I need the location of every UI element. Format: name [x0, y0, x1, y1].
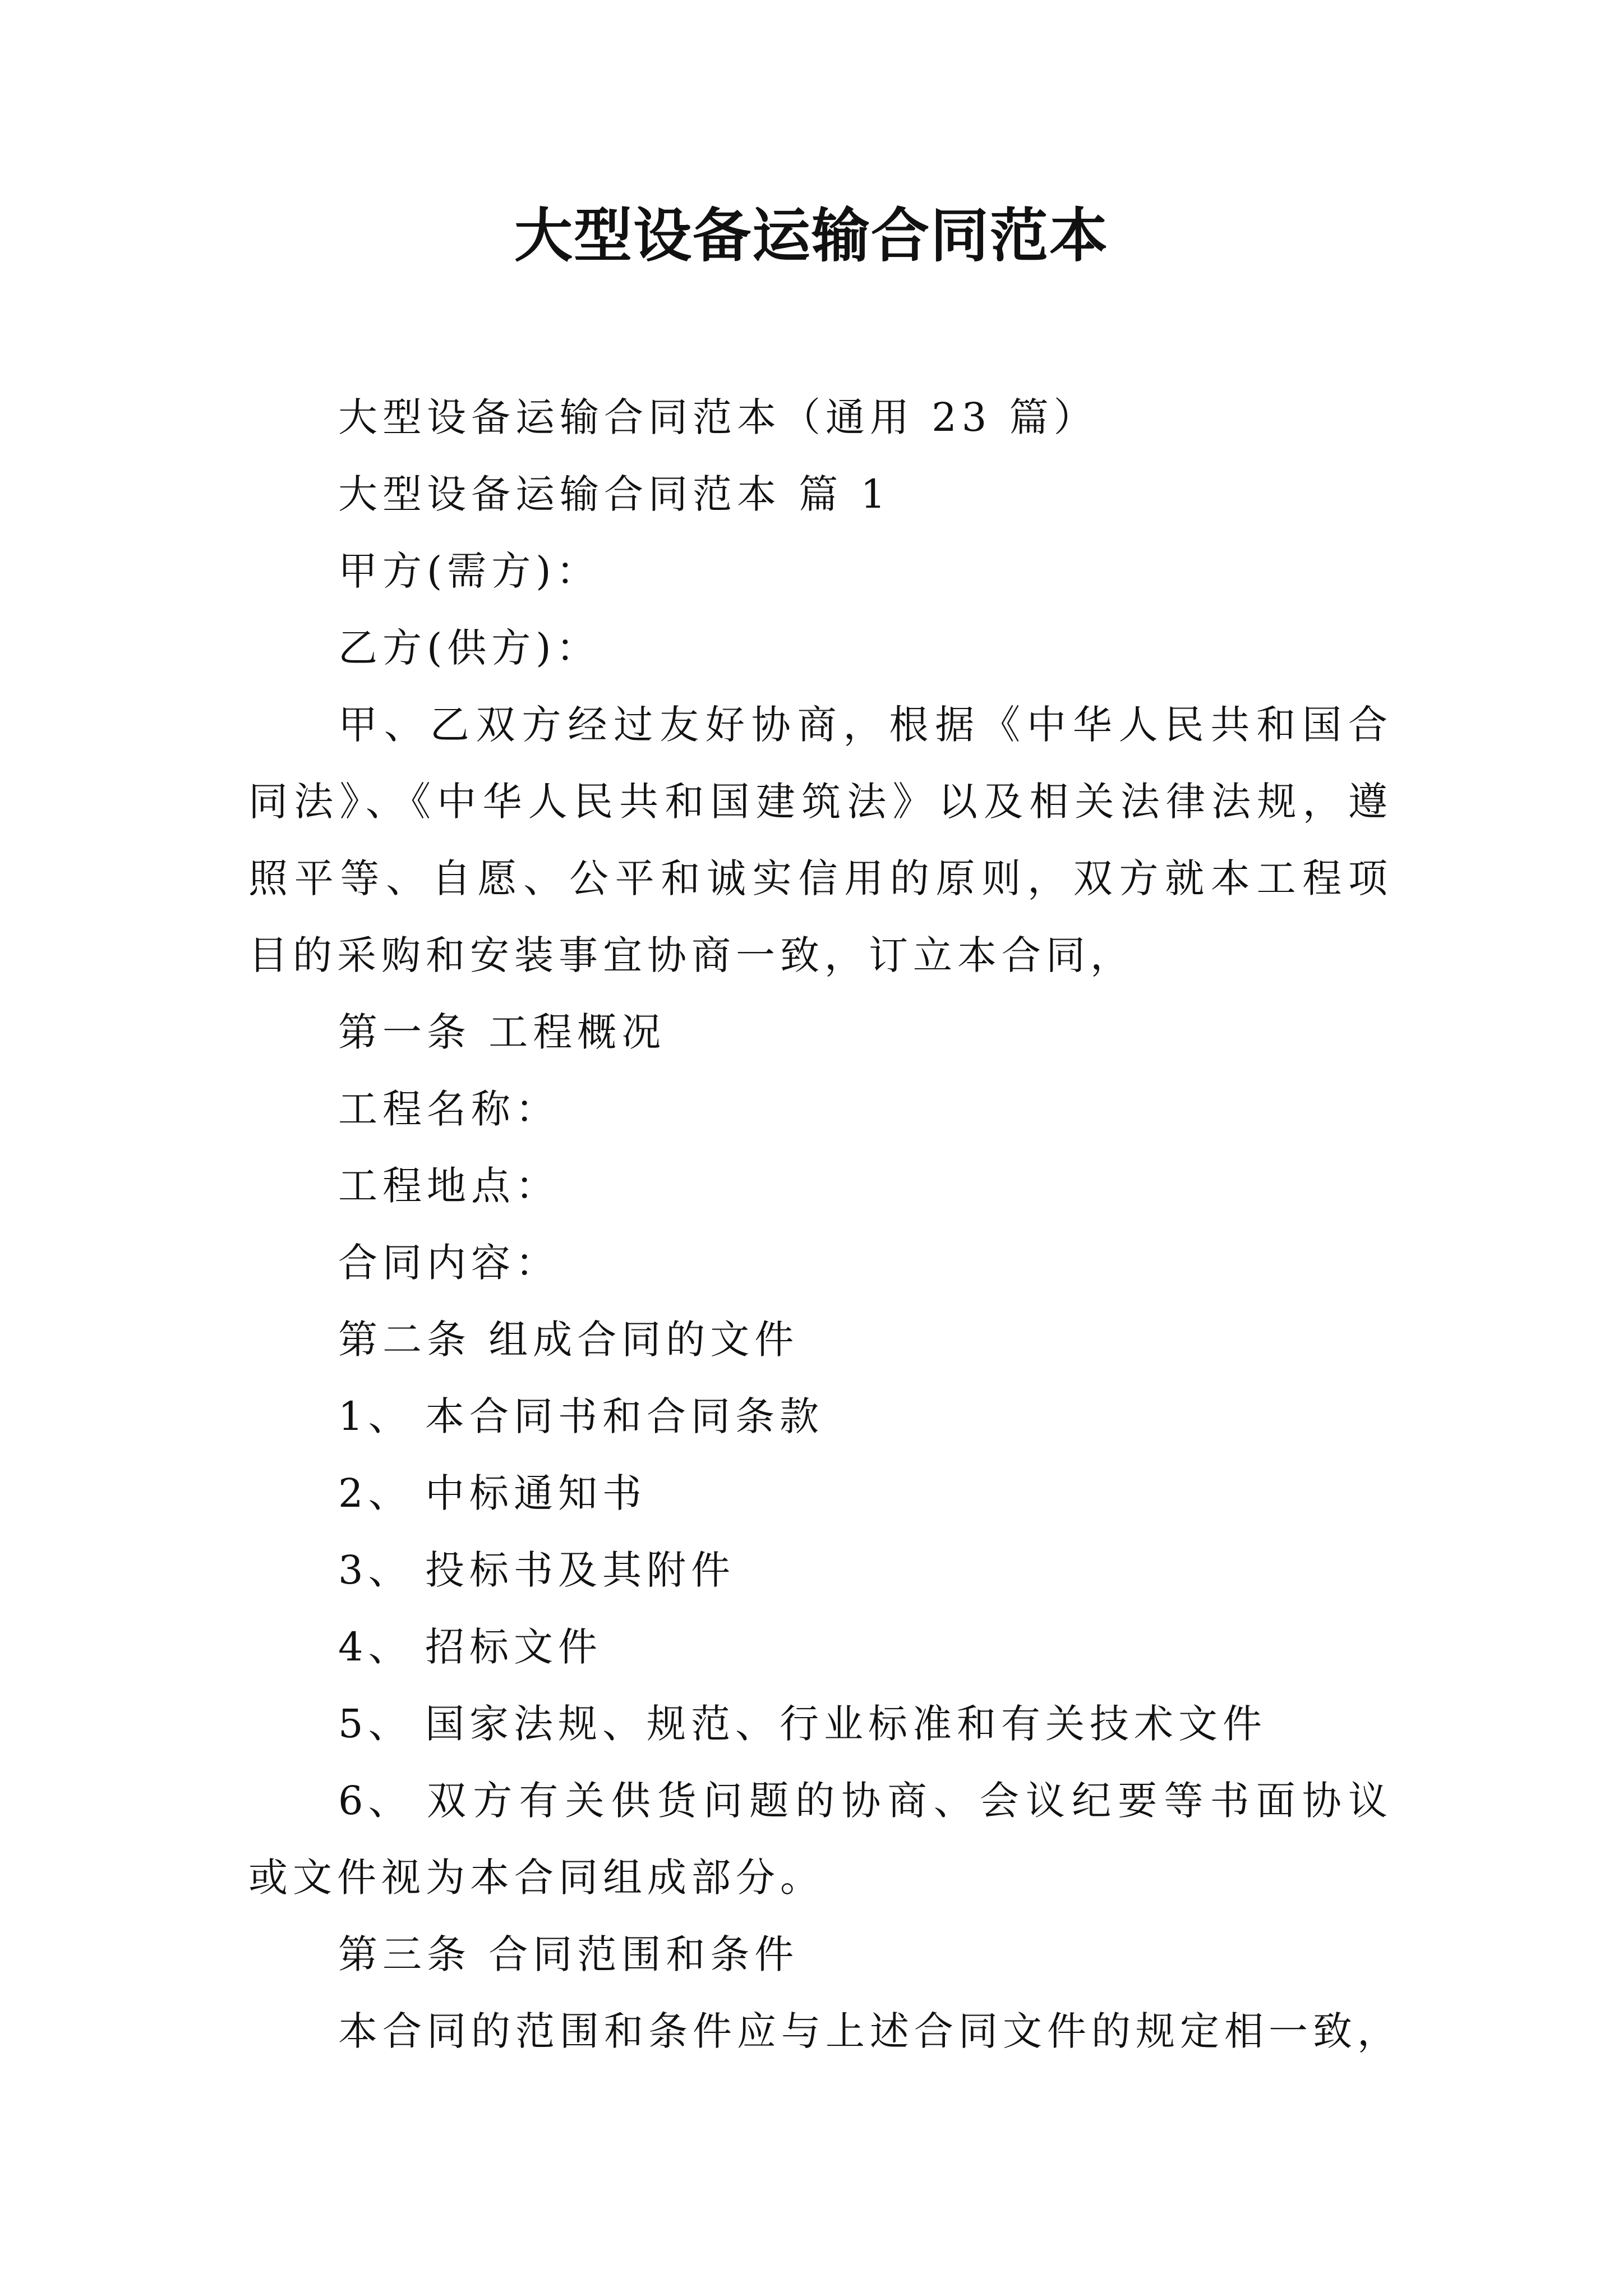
- list-item-text: 中标通知书: [425, 1470, 647, 1516]
- project-name-line: 工程名称：: [338, 1086, 560, 1132]
- project-location-line: 工程地点：: [338, 1163, 560, 1209]
- contract-content-line: 合同内容：: [338, 1240, 560, 1286]
- list-item: [248, 1455, 1393, 1532]
- list-item-text: 投标书及其附件: [425, 1547, 735, 1593]
- list-item-number: 6、: [338, 1778, 413, 1824]
- list-item-text: 双方有关供货问题的协商、会议纪要等书面协议或文件视为本合同组成部分。: [248, 1778, 1393, 1901]
- article-heading: 第一条 工程概况: [338, 1009, 666, 1055]
- party-a-line: 甲方(需方)：: [338, 548, 601, 594]
- list-item: [248, 1532, 1393, 1609]
- article-heading: 第三条 合同范围和条件: [338, 1931, 799, 1977]
- document-title: 大型设备运输合同范本: [514, 201, 1109, 270]
- article-heading: 第二条 组成合同的文件: [338, 1317, 799, 1363]
- subtitle-paragraph: 大型设备运输合同范本（通用 23 篇）: [338, 394, 1098, 440]
- list-item-text: 国家法规、规范、行业标准和有关技术文件: [425, 1701, 1267, 1747]
- body-paragraph: 本合同的范围和条件应与上述合同文件的规定相一致，: [338, 2008, 1401, 2054]
- list-item-number: 5、: [338, 1701, 413, 1747]
- party-b-line: 乙方(供方)：: [338, 625, 601, 671]
- document-body: [248, 379, 1401, 2070]
- list-item-text: 本合同书和合同条款: [425, 1393, 824, 1439]
- preamble-paragraph: 甲、乙双方经过友好协商，根据《中华人民共和国合同法》、《中华人民共和国建筑法》以及相关法律法规，遵照平等、自愿、公平和诚实信用的原则，双方就本工程项目的采购和安装事宜协商一致，订立本合同，: [248, 702, 1393, 978]
- list-item: [248, 1686, 1393, 1763]
- section-heading: 大型设备运输合同范本 篇 1: [338, 471, 891, 517]
- list-item-number: 3、: [338, 1547, 413, 1593]
- list-item-number: 2、: [338, 1470, 413, 1516]
- list-item-text: 招标文件: [425, 1624, 602, 1670]
- list-item-number: 4、: [338, 1624, 413, 1670]
- list-item-number: 1、: [338, 1393, 413, 1439]
- list-item: [248, 1763, 1393, 1916]
- list-item: [248, 1378, 1393, 1455]
- list-item: [248, 1609, 1393, 1686]
